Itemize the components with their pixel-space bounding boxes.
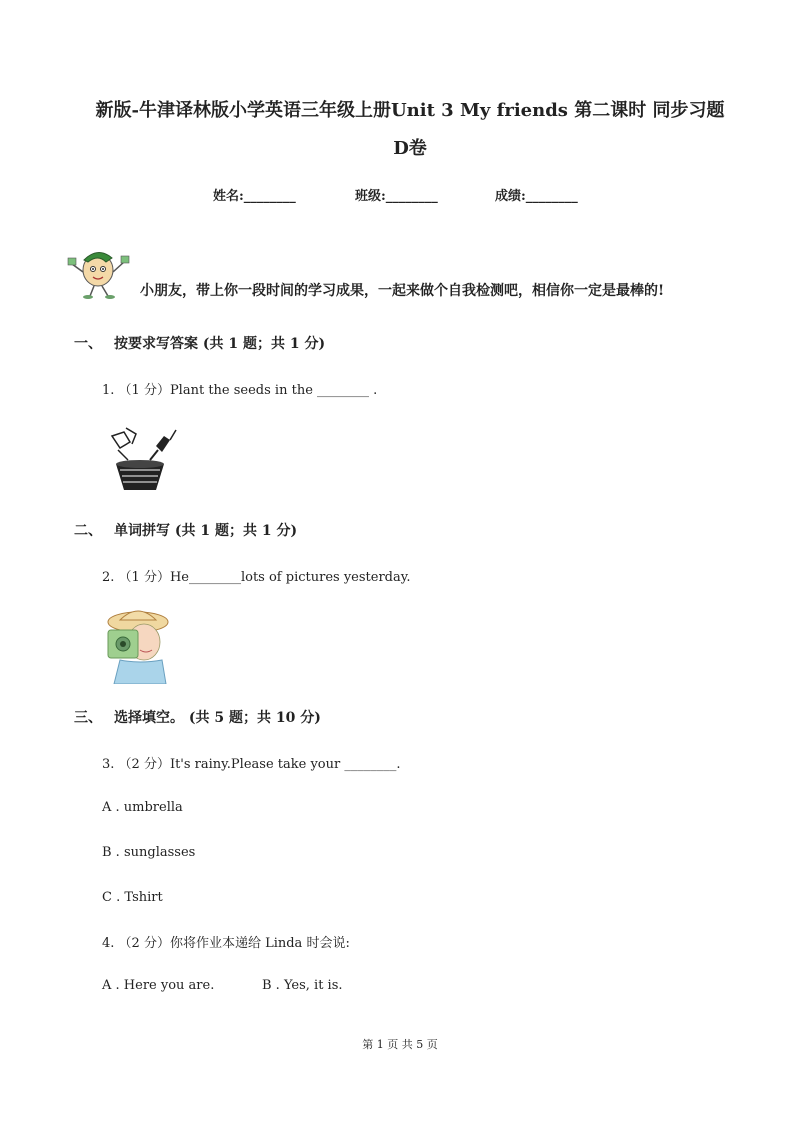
section-number: 二、 bbox=[74, 523, 102, 539]
page-footer: 第 1 页 共 5 页 bbox=[362, 1038, 438, 1051]
boy-camera-image bbox=[100, 602, 178, 684]
mascot-illustration bbox=[66, 244, 130, 300]
section-title: 单词拼写 (共 1 题；共 1 分) bbox=[114, 523, 298, 539]
question-1: 1. （1 分）Plant the seeds in the ________ . bbox=[102, 383, 378, 398]
q3-option-a: A . umbrella bbox=[102, 800, 183, 815]
intro-text: 小朋友，带上你一段时间的学习成果，一起来做个自我检测吧，相信你一定是最棒的! bbox=[140, 283, 665, 299]
section-number: 一、 bbox=[74, 336, 102, 352]
question-4: 4. （2 分）你将作业本递给 Linda 时会说: bbox=[102, 936, 350, 951]
q3-option-b: B . sunglasses bbox=[102, 845, 196, 860]
section-number: 三、 bbox=[74, 710, 102, 726]
question-2: 2. （1 分）He________lots of pictures yesterday. bbox=[102, 570, 411, 585]
question-3: 3. （2 分）It's rainy.Please take your ________. bbox=[102, 757, 401, 772]
name-field-label: 姓名:________ bbox=[213, 189, 296, 204]
flower-pot-image bbox=[100, 424, 180, 494]
section-heading-3 bbox=[74, 707, 321, 727]
q4-option-a: A . Here you are. bbox=[102, 978, 215, 993]
score-field-label: 成绩:________ bbox=[495, 189, 578, 204]
section-heading-2 bbox=[74, 520, 297, 540]
page-title: 新版-牛津译林版小学英语三年级上册Unit 3 My friends 第二课时 同步习题D卷 bbox=[95, 100, 725, 159]
q4-option-b: B . Yes, it is. bbox=[262, 978, 343, 993]
section-title: 选择填空。 (共 5 题；共 10 分) bbox=[114, 710, 321, 726]
q3-option-c: C . Tshirt bbox=[102, 890, 163, 905]
section-heading-1 bbox=[74, 333, 325, 353]
section-title: 按要求写答案 (共 1 题；共 1 分) bbox=[114, 336, 326, 352]
class-field-label: 班级:________ bbox=[355, 189, 438, 204]
